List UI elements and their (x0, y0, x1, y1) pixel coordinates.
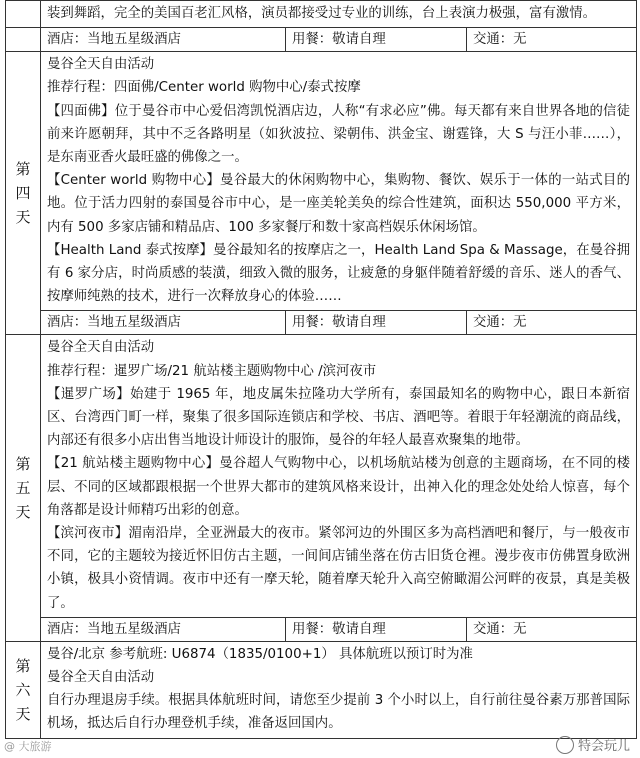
day6-label: 第 六 天 (6, 641, 41, 738)
day4-info-row (6, 311, 637, 335)
day4-line: 曼谷全天自由活动 (47, 57, 155, 73)
day6-line: 自行办理退房手续。根据具体航班时间，请您至少提前 3 个小时以上，自行前往曼谷素万那普国际机场，抵达后自行办理登机手续，准备返回国内。 (47, 693, 630, 732)
day5-content (41, 335, 637, 617)
watermark-left: @ 大旅游 (4, 740, 52, 753)
hotel-info: 酒店：当地五星级酒店 (41, 28, 286, 51)
day4-row (6, 52, 637, 311)
info-row (41, 311, 636, 334)
info-row (41, 618, 636, 641)
day-cell-empty (6, 28, 41, 52)
traffic-info: 交通：无 (473, 315, 527, 331)
traffic-info: 交通：无 (473, 32, 527, 48)
day4-line: 【Health Land 泰式按摩】曼谷最知名的按摩店之一，Health Land Spa & Massage，在曼谷拥有 6 家分店，时尚质感的装潢，细致入微的服务，让疲惫的身躯伴随着舒缓的音乐、迷人的香气、按摩师纯熟的技术，进行一次释放身心的体验…… (47, 242, 630, 305)
day5-line: 【滨河夜市】湄南沿岸，全亚洲最大的夜市。紧邻河边的外围区多为高档酒吧和餐厅，与一般夜市不同，它的主题较为接近怀旧仿古主题，一间间店铺坐落在仿古旧货仓裡。漫步夜市仿佛置身欧洲小镇，极具小资情调。夜市中还有一摩天轮，随着摩天轮升入高空俯瞰湄公河畔的夜景，真是美极了。 (47, 526, 630, 611)
top-continued-text: 装到舞蹈，完全的美国百老汇风格，演员都接受过专业的训练，台上表演力极强，富有激情。 (47, 6, 597, 21)
day5-line: 推荐行程：暹罗广场/21 航站楼主题购物中心 /滨河夜市 (47, 363, 377, 379)
hotel-info: 酒店：当地五星级酒店 (41, 311, 286, 334)
meal-info: 用餐：敬请自理 (286, 618, 467, 641)
day5-line: 【21 航站楼主题购物中心】曼谷超人气购物中心，以机场航站楼为创意的主题商场，在不同的楼层、不同的区域都跟根据一个世界大都市的建筑风格来设计，出神入化的理念处处给人惊喜，每个角落都是设计师精巧出彩的创意。 (47, 456, 630, 518)
day5-line: 【暹罗广场】始建于 1965 年，地皮属朱拉隆功大学所有，泰国最知名的购物中心，跟日本新宿区、台湾西门町一样，聚集了很多国际连锁店和学校、书店、酒吧等。着眼于年轻潮流的商品线，内部还有很多小店出售当地设计师设计的服饰，曼谷的年轻人最喜欢聚集的地带。 (47, 386, 630, 449)
day4-line: 【Center world 购物中心】曼谷最大的休闲购物中心，集购物、餐饮、娱乐于一体的一站式目的地。位于活力四射的泰国曼谷市中心，是一座美轮美奂的综合性建筑，面积达 550,000 平方米，内有 500 多家店铺和精品店、100 多家餐厅和数十家高档娱乐休闲场馆。 (47, 173, 630, 235)
day6-line: 曼谷全天自由活动 (47, 670, 155, 686)
hotel-info: 酒店：当地五星级酒店 (41, 618, 286, 641)
traffic-info: 交通：无 (473, 621, 527, 637)
day5-line: 曼谷全天自由活动 (47, 340, 155, 356)
top-info-row (6, 28, 637, 52)
day5-row (6, 335, 637, 617)
day4-line: 【四面佛】位于曼谷市中心爱侣湾凯悦酒店边，人称“有求必应”佛。每天都有来自世界各地的信徒前来许愿朝拜，其中不乏各路明星（如狄波拉、梁朝伟、洪金宝、谢霆锋，大 S 与汪小菲……），是东南亚香火最旺盛的佛像之一。 (47, 103, 630, 166)
wechat-icon (556, 736, 574, 754)
day4-content (41, 52, 637, 311)
day4-line: 推荐行程：四面佛/Center world 购物中心/泰式按摩 (47, 80, 361, 96)
meal-info: 用餐：敬请自理 (286, 311, 467, 334)
top-content (41, 1, 637, 28)
info-row (41, 28, 636, 51)
day6-content (41, 641, 637, 738)
day6-line: 曼谷/北京 参考航班: U6874（1835/0100+1） 具体航班以预订时为准 (47, 646, 473, 662)
top-continued-row (6, 1, 637, 28)
day4-label: 第 四 天 (6, 52, 41, 335)
watermark-right (556, 735, 630, 754)
itinerary-table (5, 0, 637, 739)
watermark-right-text: 特会玩儿 (577, 739, 630, 754)
day5-info-row (6, 617, 637, 641)
day6-row (6, 641, 637, 738)
meal-info: 用餐：敬请自理 (286, 28, 467, 51)
day5-label: 第 五 天 (6, 335, 41, 641)
day-cell-empty (6, 1, 41, 28)
